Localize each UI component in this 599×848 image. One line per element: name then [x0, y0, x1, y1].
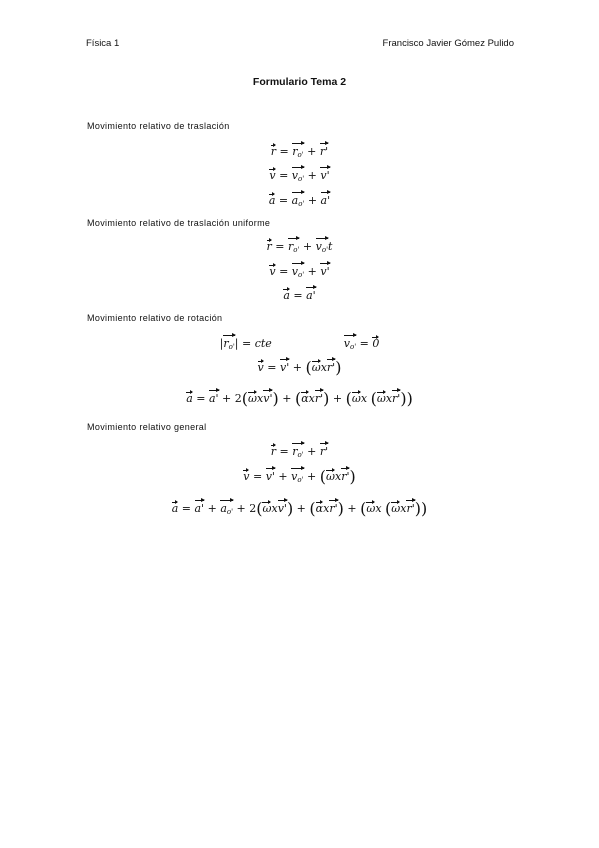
equation-acceleration: $a = a_{o'} + a'$: [268, 194, 331, 208]
equation-rotation-conditions: $|r_{o'}|$ = cte $v_{o'} = 0$: [219, 337, 380, 351]
header-left: Física 1: [86, 38, 120, 49]
equation-velocity: $v = v_{o'} + v'$: [269, 169, 330, 183]
section-heading-traslacion: Movimiento relativo de traslación: [87, 121, 230, 131]
equation-velocity-uniform: $v = v_{o'} + v'$: [269, 265, 330, 279]
equation-acceleration-rotation: a = a' + 2(ωxv') + (αxr') + (ωx (ωxr')): [186, 389, 413, 408]
section-heading-general: Movimiento relativo general: [87, 422, 207, 432]
header-right: Francisco Javier Gómez Pulido: [382, 38, 514, 49]
equation-velocity-rotation: v = v' + (ωxr'): [257, 358, 342, 377]
section-heading-traslacion-uniforme: Movimiento relativo de traslación uniforme: [87, 218, 271, 228]
equation-position-uniform: $r = r_{o'} + v_{o'}t$: [266, 240, 333, 254]
equation-acceleration-uniform: a = a': [283, 289, 316, 302]
equation-velocity-general: $v = v' + v_{o'} + (\omega xr')$: [243, 467, 356, 486]
equation-position-general: $r = r_{o'} + r'$: [270, 445, 329, 459]
document-title: Formulario Tema 2: [252, 76, 347, 88]
equation-position: $r = r_{o'} + r'$: [270, 145, 329, 159]
section-heading-rotacion: Movimiento relativo de rotación: [87, 313, 223, 323]
equation-acceleration-general: $a = a' + a_{o'} + 2(\omega xv') + (\alpha xr') + (\omega x$ (ωxr')): [171, 499, 428, 518]
